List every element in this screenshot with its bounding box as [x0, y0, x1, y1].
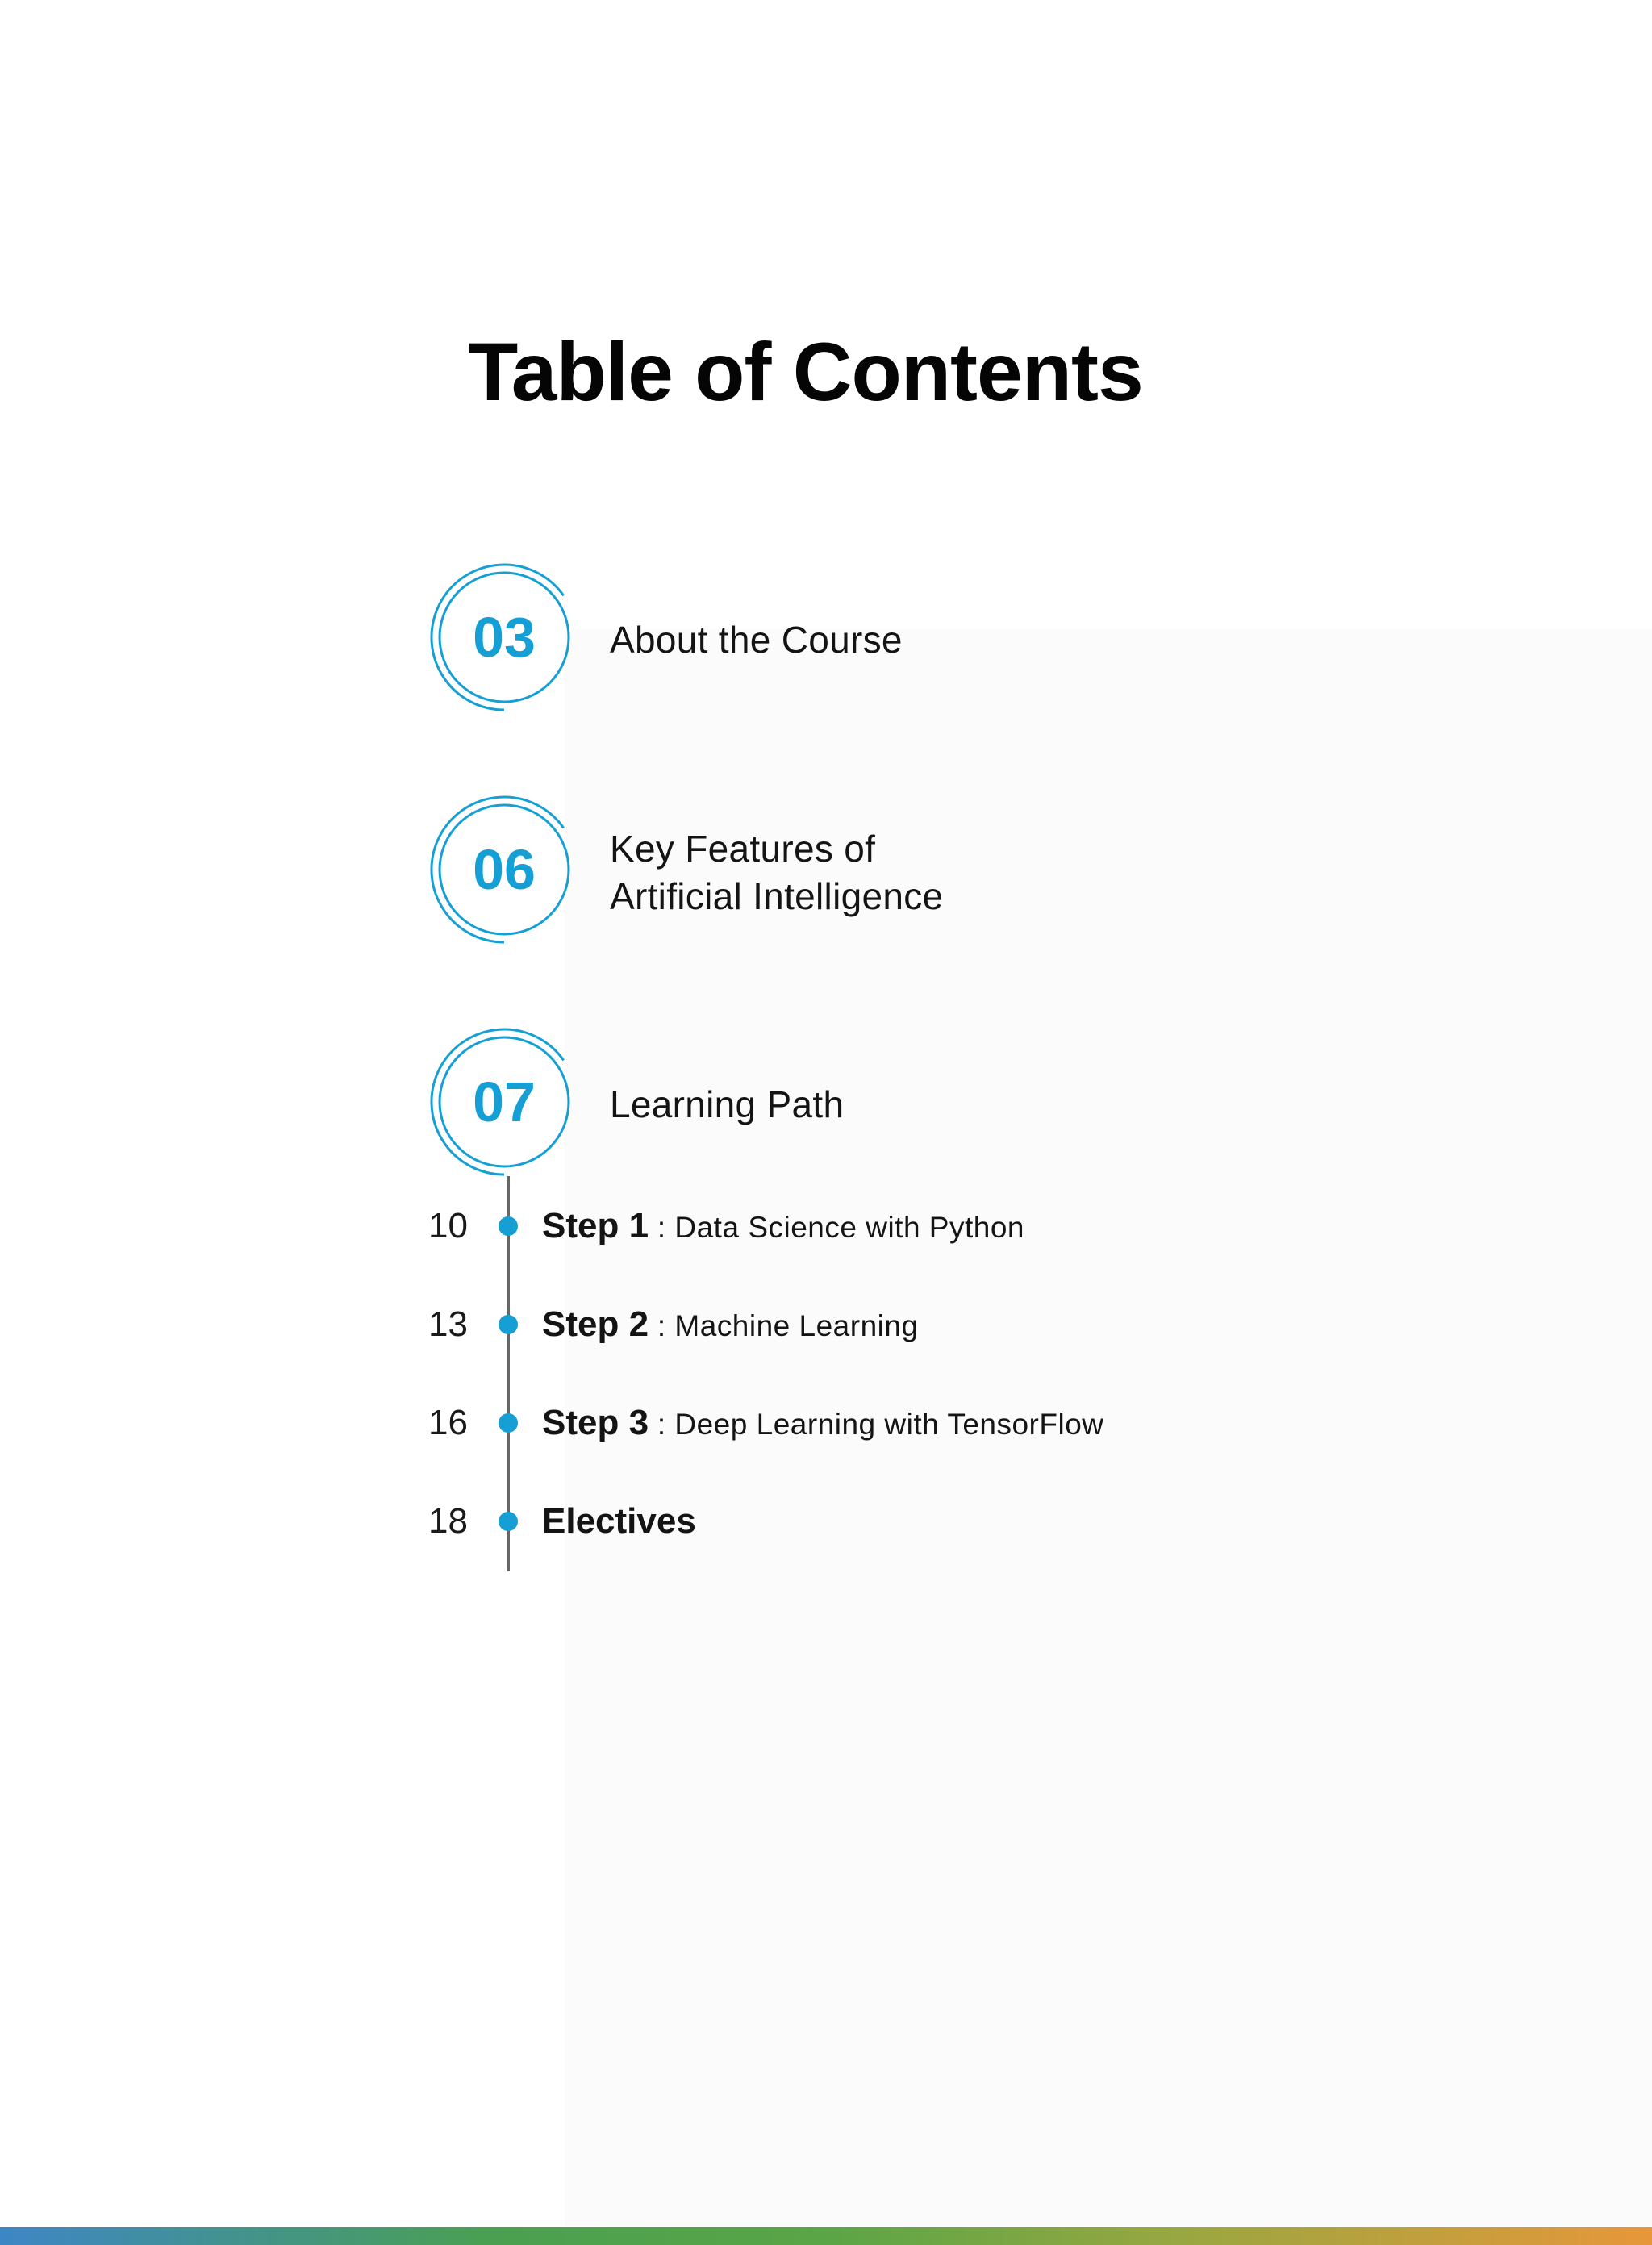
page-title: Table of Contents	[468, 326, 1143, 418]
step-label: Step 1	[542, 1206, 649, 1246]
timeline-dot-icon	[499, 1216, 518, 1236]
step-label: Step 2	[542, 1304, 649, 1344]
page-number-badge	[428, 561, 581, 714]
toc-entry-label: About the Course	[610, 619, 903, 661]
bottom-gradient-bar	[0, 2227, 1652, 2245]
section-page-number: 03	[473, 606, 536, 669]
toc-entry-learning-path[interactable]	[610, 1081, 844, 1129]
toc-entry-step-2[interactable]	[542, 1304, 919, 1353]
toc-entry-label-line-2: Artificial Intelligence	[610, 875, 944, 917]
step-page-number: 13	[428, 1304, 468, 1344]
timeline-dot-icon	[499, 1512, 518, 1531]
step-title: : Machine Learning	[649, 1309, 919, 1342]
section-page-number: 07	[473, 1070, 536, 1133]
toc-entry-label: Learning Path	[610, 1083, 845, 1125]
page-number-badge	[428, 1025, 581, 1179]
toc-entry-key-features[interactable]	[610, 825, 943, 920]
step-label: Step 3	[542, 1403, 649, 1442]
step-label: Electives	[542, 1501, 696, 1541]
step-page-number: 10	[428, 1206, 468, 1246]
toc-entry-step-1[interactable]	[542, 1206, 1024, 1254]
toc-entry-electives[interactable]	[542, 1501, 696, 1550]
page-number-badge	[428, 793, 581, 946]
toc-entry-label-line-1: Key Features of	[610, 828, 876, 870]
step-page-number: 18	[428, 1501, 468, 1541]
step-title: : Deep Learning with TensorFlow	[649, 1408, 1104, 1441]
toc-entry-about-the-course[interactable]	[610, 616, 903, 664]
step-title: : Data Science with Python	[649, 1211, 1025, 1244]
timeline-dot-icon	[499, 1315, 518, 1334]
toc-entry-step-3[interactable]	[542, 1403, 1104, 1451]
section-page-number: 06	[473, 838, 536, 901]
step-page-number: 16	[428, 1403, 468, 1442]
timeline-dot-icon	[499, 1413, 518, 1433]
